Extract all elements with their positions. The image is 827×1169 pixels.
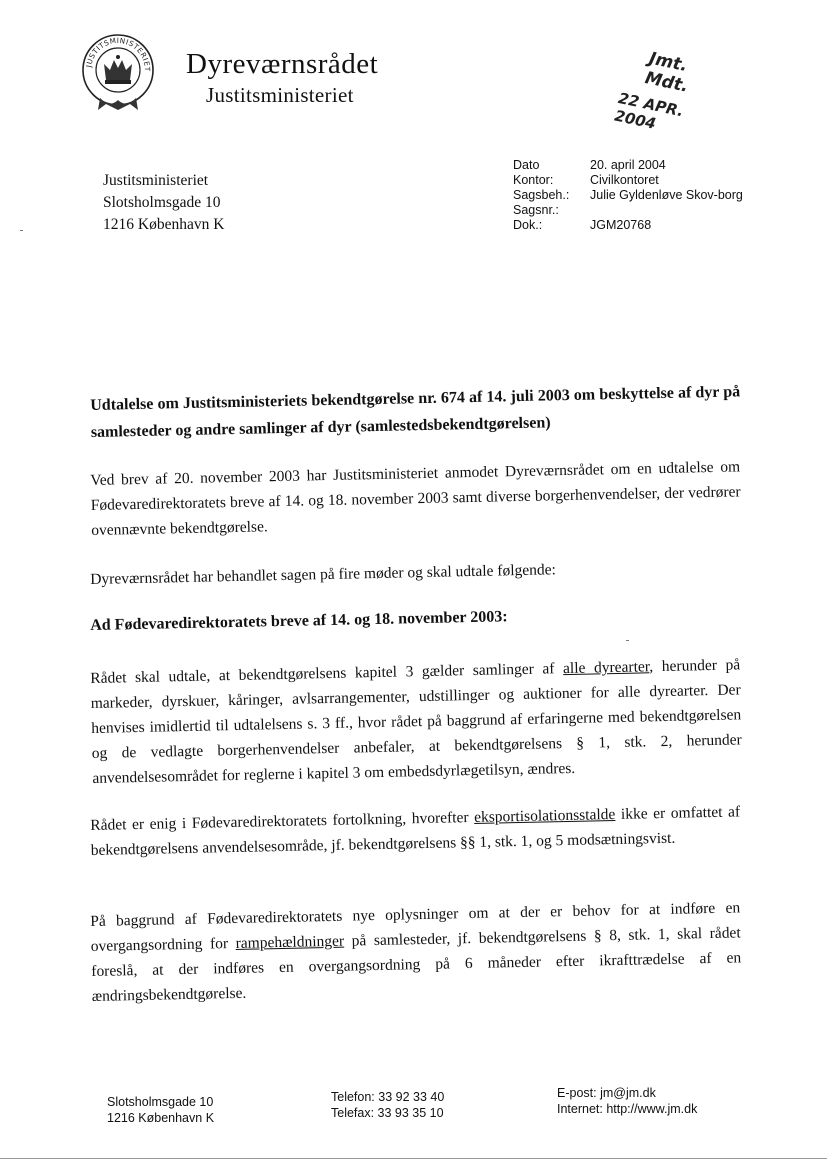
underlined-term: alle dyrearter (562, 658, 650, 678)
stamp-date: 22 APR. 2004 (612, 88, 686, 133)
recipient-address (103, 170, 224, 236)
scan-speck (20, 230, 23, 231)
letter-subject: Udtalelse om Justitsministeriets bekendtgørelse nr. 674 af 14. juli 2003 om beskyttelse af dyr på samlesteder og andre samlinger af dyr (samlestedsbekendtgørelsen) (90, 383, 741, 441)
paragraph-transition (90, 895, 742, 1009)
stamp-office: Jmt. Mdt. (643, 48, 691, 97)
footer-address (107, 1094, 214, 1126)
meta-value: Julie Gyldenløve Skov-borg (590, 188, 743, 202)
meta-key: Dok.: (513, 218, 543, 232)
page-bottom-rule (0, 1158, 827, 1159)
meta-value: JGM20768 (590, 218, 652, 232)
meta-row-office (513, 173, 753, 188)
svg-text:JUSTITSMINISTERIET: JUSTITSMINISTERIET (84, 35, 153, 72)
footer-contact (557, 1085, 697, 1117)
section-heading: Ad Fødevaredirektoratets breve af 14. og 18. november 2003: (90, 608, 508, 634)
scan-speck (626, 640, 629, 641)
paragraph-text: , herunder på markeder, dyrskuer, kåringer, avlsarrangementer, udstillinger og auktioner for alle dyrearter. Der henvises imidlertid til udtalelsens s. 3 ff., hvor rådet på baggrund af erfaringerne med bekendtgørelsen og de vedlagte borgerhenvendelser anbefaler, at bekendtgørelsens § 1, stk. 2, herunder anvendelsesområdet for reglerne i kapitel 3 om embedsdyrlægetilsyn, ændres. (90, 656, 742, 787)
meta-key: Dato (513, 158, 540, 172)
received-stamp (613, 44, 738, 147)
meta-value: 20. april 2004 (590, 158, 666, 172)
footer-internet: Internet: http://www.jm.dk (557, 1102, 698, 1116)
footer-phone-line: Telefon: 33 92 33 40 (331, 1090, 445, 1104)
paragraph-request: Ved brev af 20. november 2003 har Justitsministeriet anmodet Dyreværnsrådet om en udtalelse om Fødevaredirektoratets breve af 14. og 18. november 2003 samt diverse borgerhenvendelser, der vedrører ovennævnte bekendtgørelse. (90, 458, 741, 539)
underlined-term: rampehældninger (235, 932, 345, 952)
footer-email: E-post: jm@jm.dk (557, 1086, 656, 1100)
ministry-name: Justitsministeriet (206, 83, 354, 107)
paragraph-text: Rådet skal udtale, at bekendtgørelsens kapitel 3 gælder samlinger af (90, 660, 564, 687)
paragraph-meetings: Dyreværnsrådet har behandlet sagen på fire møder og skal udtale følgende: (90, 561, 557, 588)
meta-row-date (513, 158, 753, 173)
underlined-term: eksportisolationsstalde (473, 806, 616, 826)
paragraph-export-isolation (90, 799, 741, 863)
footer-address-line: Slotsholmsgade 10 (107, 1095, 214, 1109)
paragraph-chapter-3 (90, 652, 742, 791)
meta-row-handler (513, 188, 753, 203)
paragraph-text: På baggrund af Fødevaredirektoratets nye oplysninger om at der er behov for at indføre en overgangsordning for (90, 899, 741, 955)
meta-key: Sagsnr.: (513, 203, 559, 217)
recipient-line: Slotsholmsgade 10 (103, 194, 221, 211)
footer-fax-line: Telefax: 33 93 35 10 (331, 1106, 444, 1120)
paragraph-text: på samlesteder, jf. bekendtgørelsens § 8, stk. 1, skal rådet foreslå, at der indføres en overgangsordning på 6 måneder efter ikrafttrædelse af en ændringsbekendtgørelse. (91, 924, 742, 1005)
crown-seal-icon (80, 30, 156, 116)
meta-key: Sagsbeh.: (513, 188, 570, 202)
meta-row-document (513, 218, 753, 233)
ministry-seal (80, 30, 156, 116)
document-metadata (513, 158, 753, 233)
paragraph-text: ikke er omfattet af bekendtgørelsens anvendelsesområde, jf. bekendtgørelsens §§ 1, stk. 1, og 5 modsætningsvist. (90, 803, 741, 859)
footer-address-line: 1216 København K (107, 1111, 215, 1125)
meta-key: Kontor: (513, 173, 554, 187)
paragraph-text: Rådet er enig i Fødevaredirektoratets fortolkning, hvorefter (90, 808, 475, 834)
footer-phone (331, 1089, 444, 1121)
recipient-line: 1216 København K (103, 216, 225, 233)
organization-name: Dyreværnsrådet (186, 48, 379, 80)
meta-row-case-number (513, 203, 753, 218)
meta-value: Civilkontoret (590, 173, 659, 187)
recipient-line: Justitsministeriet (103, 172, 209, 189)
meta-value (590, 203, 753, 218)
